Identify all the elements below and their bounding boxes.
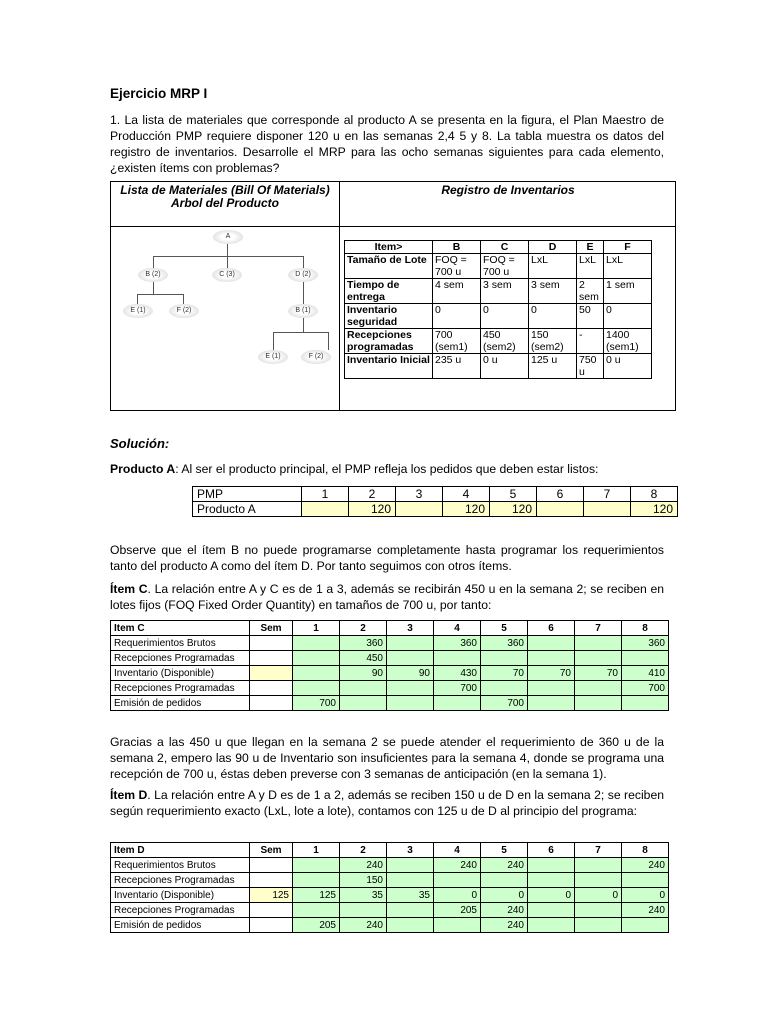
mrp-cell: 70	[481, 666, 528, 681]
mrp-cell: Emisión de pedidos	[111, 918, 250, 933]
inventory-cell: 1 sem	[604, 279, 652, 304]
mrp-cell	[250, 636, 293, 651]
mrp-header-cell: 6	[528, 621, 575, 636]
pmp-header-cell: 6	[537, 487, 584, 502]
mrp-cell	[434, 873, 481, 888]
mrp-cell	[575, 873, 622, 888]
pmp-cell: Producto A	[193, 502, 302, 517]
mrp-cell	[481, 873, 528, 888]
inventory-cell: 4 sem	[433, 279, 481, 304]
product-a-paragraph	[110, 461, 664, 477]
mrp-cell: 240	[434, 858, 481, 873]
mrp-header-cell: 6	[528, 843, 575, 858]
mrp-cell	[575, 918, 622, 933]
mrp-cell	[575, 636, 622, 651]
mrp-header-cell: 1	[293, 843, 340, 858]
tree-node-d: D (2)	[288, 268, 318, 282]
mrp-cell: Requerimientos Brutos	[111, 636, 250, 651]
inventory-cell: 1400 (sem1)	[604, 329, 652, 354]
tree-node-c: C (3)	[212, 268, 242, 282]
inventory-cell: 700 (sem1)	[433, 329, 481, 354]
inventory-cell: 150 (sem2)	[529, 329, 577, 354]
table-row	[111, 651, 669, 666]
pmp-cell: 120	[631, 502, 678, 517]
inventory-header-cell: C	[481, 241, 529, 254]
mrp-cell: 0	[528, 888, 575, 903]
inventory-cell: 0 u	[481, 354, 529, 379]
mrp-cell: 0	[434, 888, 481, 903]
mrp-cell: 450	[340, 651, 387, 666]
mrp-cell: Recepciones Programadas	[111, 873, 250, 888]
mrp-cell: 90	[387, 666, 434, 681]
inventory-row	[345, 304, 652, 329]
tree-node-b-sub: B (1)	[288, 304, 318, 318]
table-row	[111, 681, 669, 696]
inventory-cell: 750 u	[577, 354, 604, 379]
tree-node-f: F (2)	[169, 304, 199, 318]
mrp-cell: Emisión de pedidos	[111, 696, 250, 711]
mrp-cell	[387, 636, 434, 651]
bom-heading-title: Lista de Materiales (Bill Of Materials)	[120, 183, 330, 197]
mrp-header-cell: 2	[340, 843, 387, 858]
inventory-header-cell: D	[529, 241, 577, 254]
mrp-cell	[434, 696, 481, 711]
mrp-header-cell: Item C	[111, 621, 250, 636]
mrp-cell	[387, 651, 434, 666]
mrp-cell	[528, 636, 575, 651]
mrp-cell: 240	[481, 858, 528, 873]
inventory-heading: Registro de Inventarios	[441, 183, 575, 197]
inventory-cell: 3 sem	[481, 279, 529, 304]
pmp-cell: 120	[490, 502, 537, 517]
mrp-cell	[387, 873, 434, 888]
mrp-cell	[575, 651, 622, 666]
inventory-cell: Inventario Inicial	[345, 354, 433, 379]
table-row	[111, 636, 669, 651]
mrp-cell	[622, 918, 669, 933]
mrp-cell: 240	[340, 918, 387, 933]
mrp-cell: 0	[481, 888, 528, 903]
mrp-cell	[575, 903, 622, 918]
mrp-cell	[250, 903, 293, 918]
inventory-cell: LxL	[604, 254, 652, 279]
mrp-header-cell: 3	[387, 621, 434, 636]
mrp-cell	[293, 873, 340, 888]
mrp-cell	[434, 918, 481, 933]
table-row	[111, 873, 669, 888]
inventory-header-cell: B	[433, 241, 481, 254]
mrp-header-cell: 7	[575, 843, 622, 858]
table-row	[111, 666, 669, 681]
inventory-row	[345, 254, 652, 279]
item-c-text: . La relación entre A y C es de 1 a 3, además se recibirán 450 u en la semana 2; se reciben en lotes fijos (FOQ Fixed Order Quantity) en tamaños de 700 u, por tanto:	[110, 582, 665, 612]
mrp-cell	[340, 696, 387, 711]
item-d-paragraph	[110, 787, 664, 819]
bom-heading-subtitle: Arbol del Producto	[171, 196, 279, 210]
mrp-cell	[434, 651, 481, 666]
mrp-header-cell: Sem	[250, 621, 293, 636]
pmp-cell: 120	[443, 502, 490, 517]
mrp-cell	[250, 873, 293, 888]
mrp-cell: 700	[481, 696, 528, 711]
inventory-cell: 0	[433, 304, 481, 329]
mrp-cell	[387, 918, 434, 933]
inventory-header-cell: Item>	[345, 241, 433, 254]
mrp-cell: 240	[622, 858, 669, 873]
mrp-cell	[481, 651, 528, 666]
mrp-cell: 0	[575, 888, 622, 903]
mrp-cell	[250, 858, 293, 873]
mrp-header-cell: 7	[575, 621, 622, 636]
inventory-cell: 125 u	[529, 354, 577, 379]
mrp-cell	[575, 696, 622, 711]
mrp-cell	[293, 681, 340, 696]
mrp-cell	[622, 696, 669, 711]
inventory-cell: Tamaño de Lote	[345, 254, 433, 279]
mrp-cell	[481, 681, 528, 696]
inventory-table	[344, 240, 652, 379]
mrp-header-cell: 8	[622, 621, 669, 636]
item-d-label: Ítem D	[110, 788, 148, 802]
bom-inventory-frame	[110, 181, 676, 411]
mrp-cell: 70	[575, 666, 622, 681]
mrp-cell	[293, 666, 340, 681]
mrp-cell: Inventario (Disponible)	[111, 666, 250, 681]
mrp-cell: 125	[293, 888, 340, 903]
inventory-cell: 0	[604, 304, 652, 329]
inventory-header-cell: F	[604, 241, 652, 254]
mrp-cell	[250, 666, 293, 681]
mrp-cell: 240	[481, 918, 528, 933]
pmp-header-cell: 3	[396, 487, 443, 502]
mrp-cell	[250, 681, 293, 696]
table-row	[111, 918, 669, 933]
product-a-label: Producto A	[110, 462, 176, 476]
pmp-header-cell: 7	[584, 487, 631, 502]
mrp-cell	[528, 903, 575, 918]
inventory-cell: Recepciones programadas	[345, 329, 433, 354]
mrp-cell: 240	[622, 903, 669, 918]
inventory-cell: -	[577, 329, 604, 354]
mrp-cell: Recepciones Programadas	[111, 903, 250, 918]
pmp-cell	[537, 502, 584, 517]
inventory-cell: 3 sem	[529, 279, 577, 304]
item-c-paragraph	[110, 581, 664, 613]
mrp-cell: Recepciones Programadas	[111, 681, 250, 696]
document-title: Ejercicio MRP I	[110, 86, 208, 101]
inventory-cell: LxL	[529, 254, 577, 279]
mrp-cell	[528, 651, 575, 666]
mrp-cell: 90	[340, 666, 387, 681]
pmp-header-cell: 5	[490, 487, 537, 502]
mrp-header-cell: 4	[434, 621, 481, 636]
mrp-cell	[622, 873, 669, 888]
pmp-header-cell: 8	[631, 487, 678, 502]
pmp-cell	[584, 502, 631, 517]
mrp-header-cell: 2	[340, 621, 387, 636]
table-row	[111, 888, 669, 903]
mrp-cell	[387, 903, 434, 918]
tree-node-b: B (2)	[138, 268, 168, 282]
inventory-row	[345, 279, 652, 304]
mrp-cell	[293, 651, 340, 666]
intro-paragraph: 1. La lista de materiales que corresponde al producto A se presenta en la figura, el Plan Maestro de Producción PMP requiere disponer 120 u en las semanas 2,4 5 y 8. La tabla muestra os datos del registro de inventarios. Desarrolle el MRP para las ocho semanas siguientes para cada elemento, ¿existen ítems con problemas?	[110, 113, 664, 175]
mrp-cell	[340, 681, 387, 696]
mrp-cell	[528, 681, 575, 696]
mrp-cell: Inventario (Disponible)	[111, 888, 250, 903]
mrp-cell	[293, 903, 340, 918]
mrp-cell: 700	[293, 696, 340, 711]
inventory-cell: 0	[529, 304, 577, 329]
product-a-text: : Al ser el producto principal, el PMP refleja los pedidos que deben estar listos:	[175, 462, 599, 476]
table-row	[111, 903, 669, 918]
inventory-cell: Tiempo de entrega	[345, 279, 433, 304]
mrp-cell	[340, 903, 387, 918]
inventory-cell: 2 sem	[577, 279, 604, 304]
inventory-cell: FOQ = 700 u	[433, 254, 481, 279]
tree-node-f-sub: F (2)	[301, 350, 331, 364]
item-c-label: Ítem C	[110, 582, 148, 596]
mrp-cell: 360	[622, 636, 669, 651]
mrp-cell: 430	[434, 666, 481, 681]
observation-paragraph: Observe que el ítem B no puede programarse completamente hasta programar los requerimientos tanto del producto A como del ítem D. Por tanto seguimos con otros ítems.	[110, 543, 664, 573]
mrp-cell: 205	[293, 918, 340, 933]
product-tree	[123, 230, 331, 390]
inventory-cell: Inventario seguridad	[345, 304, 433, 329]
mrp-header-cell: 1	[293, 621, 340, 636]
inventory-header-cell: E	[577, 241, 604, 254]
inventory-cell: 235 u	[433, 354, 481, 379]
pmp-cell	[302, 502, 349, 517]
mrp-header-cell: Item D	[111, 843, 250, 858]
mrp-cell	[387, 696, 434, 711]
tree-node-e-sub: E (1)	[258, 350, 288, 364]
item-d-text: . La relación entre A y D es de 1 a 2, además se reciben 150 u de D en la semana 2; se reciben según requerimiento exacto (LxL, lote a lote), contamos con 125 u de D al principio del programa:	[110, 788, 664, 818]
pmp-cell	[396, 502, 443, 517]
mrp-cell: 150	[340, 873, 387, 888]
mrp-cell	[528, 696, 575, 711]
mrp-header-cell: 8	[622, 843, 669, 858]
inventory-row	[345, 354, 652, 379]
mrp-cell: Requerimientos Brutos	[111, 858, 250, 873]
inventory-cell: 0 u	[604, 354, 652, 379]
mrp-cell	[293, 636, 340, 651]
mrp-cell: 70	[528, 666, 575, 681]
mrp-cell: 35	[340, 888, 387, 903]
inventory-cell: 450 (sem2)	[481, 329, 529, 354]
table-row	[111, 858, 669, 873]
mrp-cell	[250, 651, 293, 666]
inventory-cell: 50	[577, 304, 604, 329]
mrp-cell: 360	[340, 636, 387, 651]
mrp-cell: 700	[622, 681, 669, 696]
mrp-cell	[528, 858, 575, 873]
mrp-cell	[528, 918, 575, 933]
table-row	[111, 696, 669, 711]
solution-heading: Solución:	[110, 436, 170, 451]
mrp-cell: 125	[250, 888, 293, 903]
gracias-paragraph: Gracias a las 450 u que llegan en la semana 2 se puede atender el requerimiento de 360 u de la semana 2, empero las 90 u de Inventario son insuficientes para la semana 4, donde se programa una recepción de 700 u, éstas deben preverse con 3 semanas de anticipación (en la semana 1).	[110, 735, 664, 781]
inventory-row	[345, 329, 652, 354]
mrp-cell: Recepciones Programadas	[111, 651, 250, 666]
pmp-header-cell: PMP	[193, 487, 302, 502]
mrp-table-d	[110, 842, 669, 933]
pmp-header-cell: 1	[302, 487, 349, 502]
mrp-header-cell: 4	[434, 843, 481, 858]
pmp-cell: 120	[349, 502, 396, 517]
tree-node-e: E (1)	[123, 304, 153, 318]
inventory-cell: FOQ = 700 u	[481, 254, 529, 279]
mrp-cell	[250, 918, 293, 933]
mrp-cell	[575, 681, 622, 696]
inventory-cell: 0	[481, 304, 529, 329]
mrp-header-cell: 3	[387, 843, 434, 858]
mrp-header-cell: Sem	[250, 843, 293, 858]
mrp-table-c	[110, 620, 669, 711]
mrp-cell: 240	[481, 903, 528, 918]
pmp-header-cell: 4	[443, 487, 490, 502]
mrp-cell	[293, 858, 340, 873]
mrp-header-cell: 5	[481, 843, 528, 858]
mrp-cell	[387, 858, 434, 873]
pmp-header-cell: 2	[349, 487, 396, 502]
pmp-table	[192, 486, 678, 517]
mrp-cell	[387, 681, 434, 696]
mrp-cell: 700	[434, 681, 481, 696]
mrp-cell: 410	[622, 666, 669, 681]
mrp-cell: 0	[622, 888, 669, 903]
mrp-cell	[575, 858, 622, 873]
mrp-header-cell: 5	[481, 621, 528, 636]
mrp-cell	[250, 696, 293, 711]
mrp-cell: 35	[387, 888, 434, 903]
mrp-cell	[528, 873, 575, 888]
mrp-cell: 360	[481, 636, 528, 651]
mrp-cell: 360	[434, 636, 481, 651]
mrp-cell: 205	[434, 903, 481, 918]
inventory-cell: LxL	[577, 254, 604, 279]
bom-heading	[113, 184, 337, 210]
tree-node-a: A	[213, 230, 243, 244]
mrp-cell	[622, 651, 669, 666]
mrp-cell: 240	[340, 858, 387, 873]
